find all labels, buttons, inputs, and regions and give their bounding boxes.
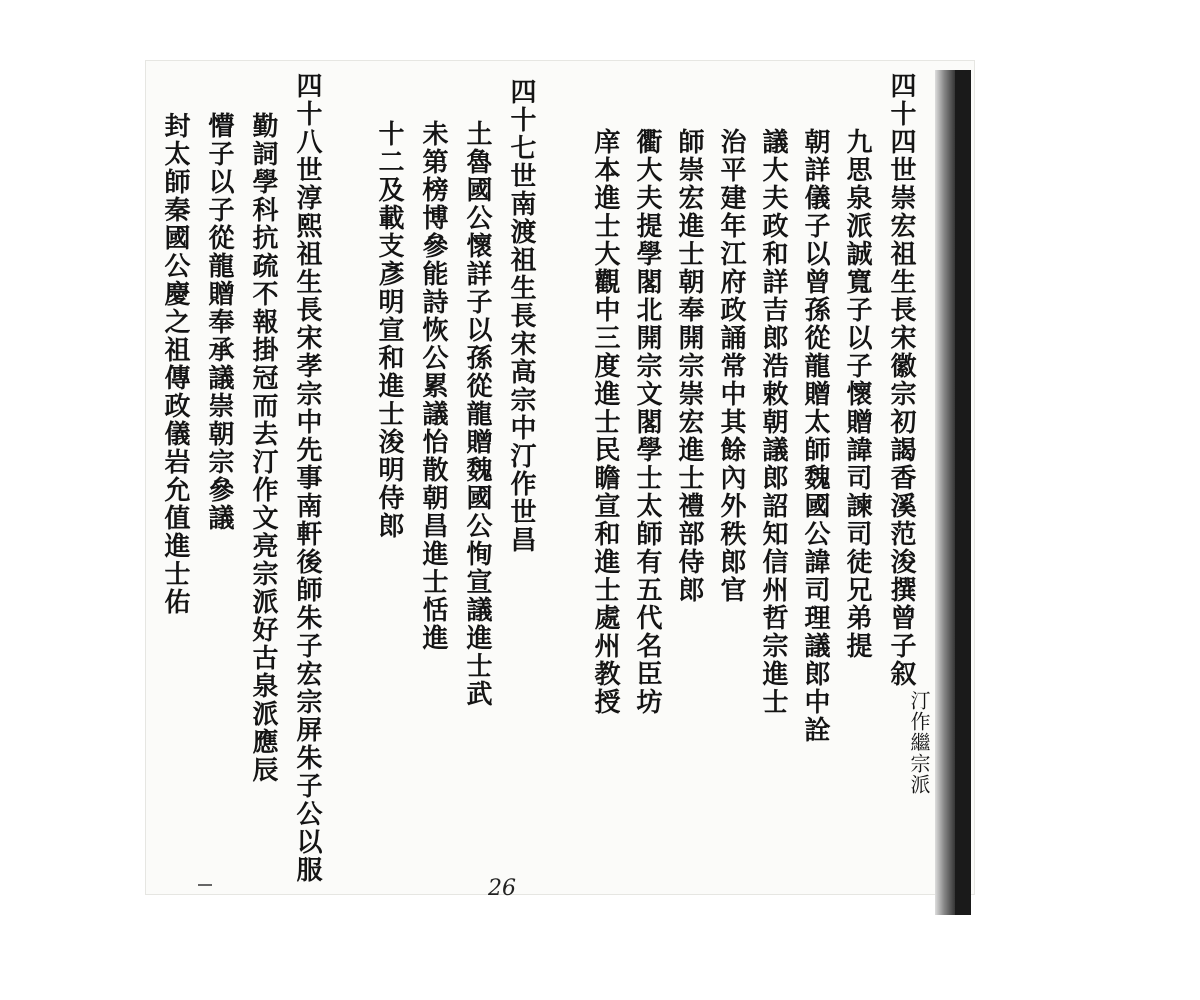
page-number: 26	[488, 876, 516, 901]
text-column-6: 師崇宏進士朝奉開宗崇宏進士禮部侍郎	[674, 128, 704, 604]
text-column-7: 衢大夫提學閣北開宗文閣學士太師有五代名臣坊	[632, 128, 662, 716]
text-column-1: 四十四世崇宏祖生長宋徽宗初謁香溪范浚撰曾子叙	[886, 72, 916, 688]
text-column-12: 十二及載支彥明宣和進士浚明侍郎	[374, 120, 404, 540]
text-column-14: 勤詞學科抗疏不報掛冠而去汀作文亮宗派好古泉派應辰	[248, 112, 278, 784]
text-column-9: 四十七世南渡祖生長宋高宗中汀作世昌	[506, 78, 536, 554]
text-column-10: 土魯國公懷詳子以孫從龍贈魏國公恂宣議進士武	[462, 120, 492, 708]
right-margin-note: 汀作繼宗派	[907, 690, 931, 795]
page-edge-dark	[955, 70, 971, 915]
text-column-13: 四十八世淳熙祖生長宋孝宗中先事南軒後師朱子宏宗屏朱子公以服	[292, 72, 322, 884]
text-column-16: 封太師秦國公慶之祖傳政儀岩允值進士佑	[160, 112, 190, 616]
text-column-2: 九思泉派誠寬子以子懷贈諱司諫司徒兄弟提	[842, 128, 872, 660]
text-column-3: 朝詳儀子以曾孫從龍贈太師魏國公諱司理議郎中詮	[800, 128, 830, 744]
bottom-mark	[198, 884, 212, 886]
text-column-8: 庠本進士大觀中三度進士民瞻宣和進士處州教授	[590, 128, 620, 716]
text-column-15: 懵子以子從龍贈奉承議崇朝宗參議	[204, 112, 234, 532]
text-column-4: 議大夫政和詳吉郎浩敕朝議郎詔知信州哲宗進士	[758, 128, 788, 716]
text-column-5: 治平建年江府政誦常中其餘內外秩郎官	[716, 128, 746, 604]
text-column-11: 未第榜博參能詩恢公累議怡散朝昌進士恬進	[418, 120, 448, 652]
